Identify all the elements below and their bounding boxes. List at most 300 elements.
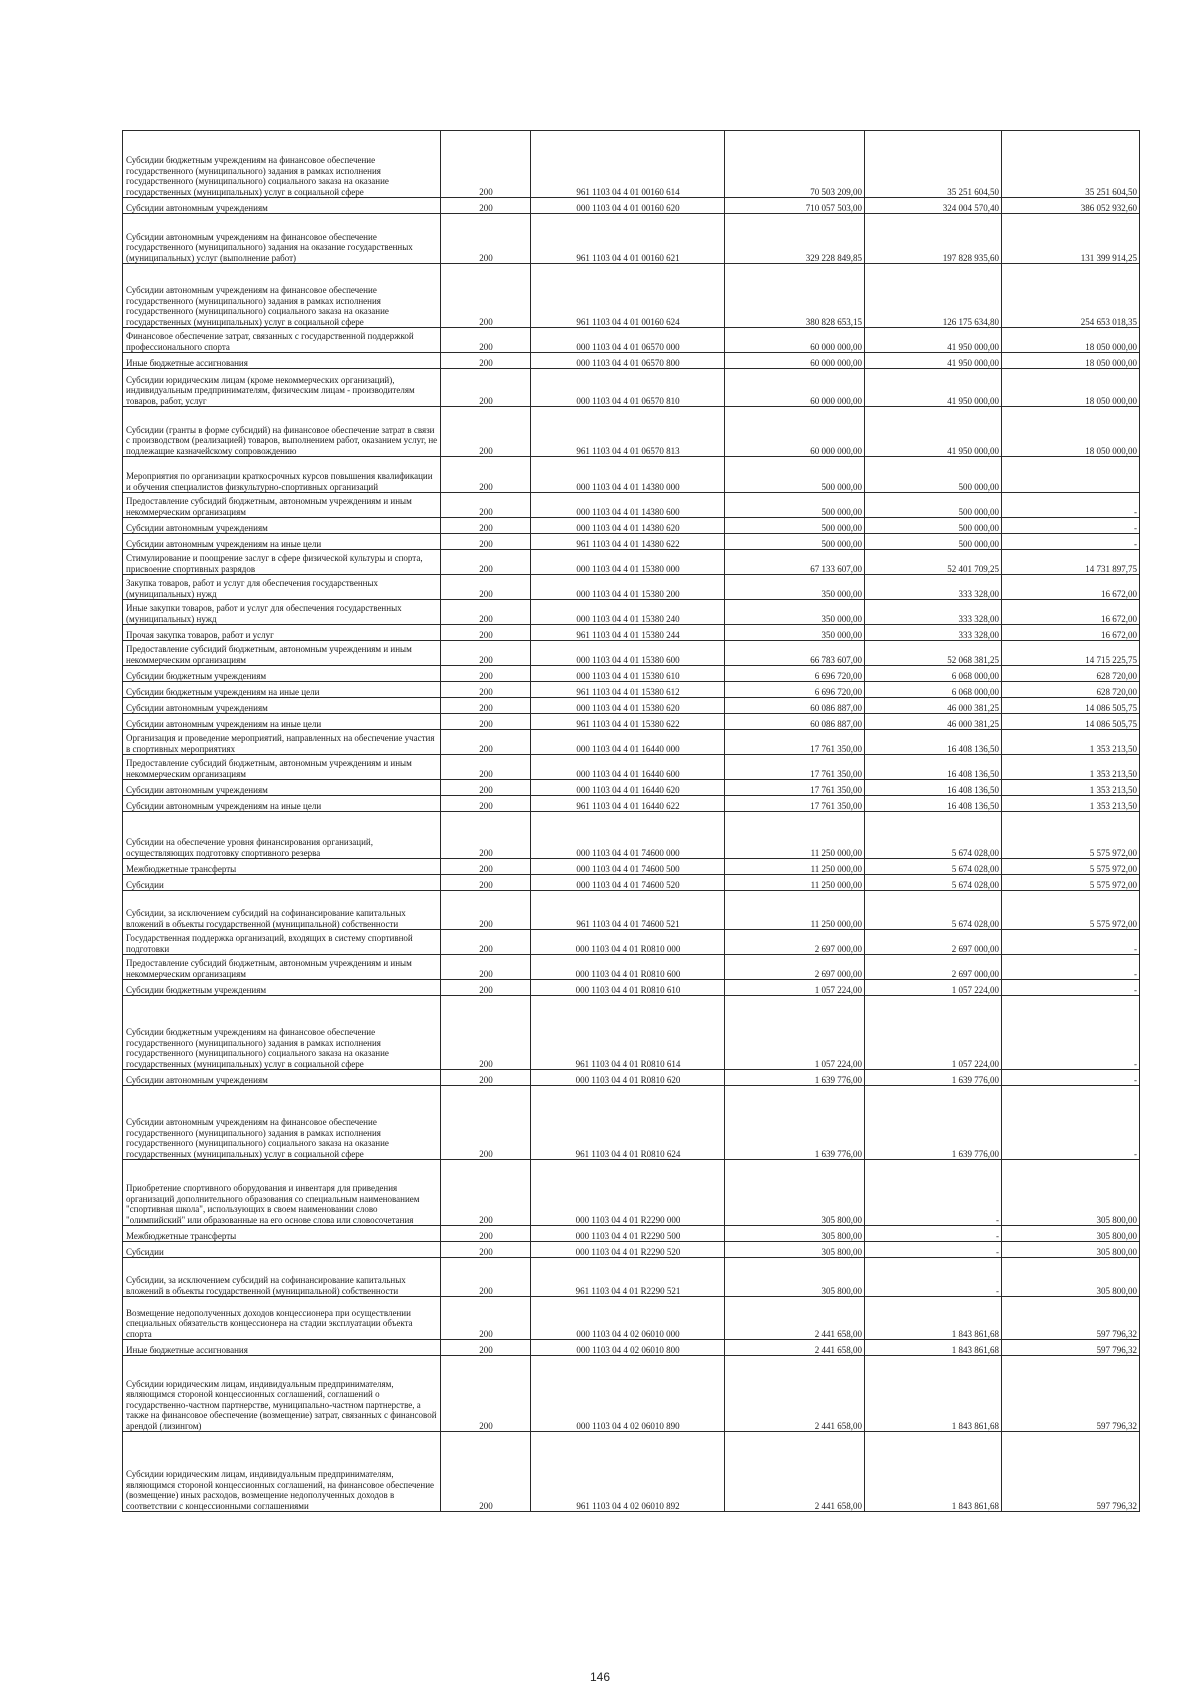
row-classification-code: 961 1103 04 4 01 00160 624 [531, 264, 725, 328]
row-executed-amount: 1 843 861,68 [865, 1297, 1002, 1340]
table-row [123, 955, 1140, 980]
row-executed-amount: 41 950 000,00 [865, 407, 1002, 457]
row-executed-amount: 16 408 136,50 [865, 780, 1002, 796]
row-approved-amount: 500 000,00 [725, 457, 865, 493]
table-row [123, 534, 1140, 550]
row-classification-code: 000 1103 04 4 01 R2290 520 [531, 1242, 725, 1258]
budget-execution-table [122, 130, 1140, 1512]
table-row [123, 1356, 1140, 1432]
row-executed-amount: 1 843 861,68 [865, 1432, 1002, 1512]
table-row [123, 1258, 1140, 1297]
row-description: Предоставление субсидий бюджетным, автономным учреждениям и иным некоммерческим организациям [123, 955, 441, 980]
row-description: Субсидии юридическим лицам (кроме некоммерческих организаций), индивидуальным предпринимателям, физическим лицам - производителям товаров, работ, услуг [123, 369, 441, 407]
table-row [123, 1432, 1140, 1512]
row-description: Субсидии бюджетным учреждениям на финансовое обеспечение государственного (муниципального) задания в рамках исполнения государственного (муниципального) социального заказа на оказание государственных (муниципальных) услуг в социальной сфере [123, 996, 441, 1070]
table-row [123, 264, 1140, 328]
row-unexecuted-amount: 5 575 972,00 [1002, 875, 1140, 891]
row-classification-code: 000 1103 04 4 01 15380 240 [531, 600, 725, 625]
row-unexecuted-amount: 5 575 972,00 [1002, 859, 1140, 875]
row-line-code: 200 [441, 859, 531, 875]
row-line-code: 200 [441, 1070, 531, 1086]
row-classification-code: 000 1103 04 4 01 R0810 600 [531, 955, 725, 980]
row-executed-amount: 333 328,00 [865, 600, 1002, 625]
row-classification-code: 000 1103 04 4 01 06570 800 [531, 353, 725, 369]
row-executed-amount: 1 639 776,00 [865, 1086, 1002, 1160]
row-unexecuted-amount [1002, 457, 1140, 493]
row-unexecuted-amount: 18 050 000,00 [1002, 353, 1140, 369]
table-row [123, 328, 1140, 353]
row-approved-amount: 2 697 000,00 [725, 955, 865, 980]
row-classification-code: 000 1103 04 4 01 R0810 610 [531, 980, 725, 996]
row-line-code: 200 [441, 575, 531, 600]
row-classification-code: 961 1103 04 4 01 15380 612 [531, 682, 725, 698]
row-approved-amount: 350 000,00 [725, 600, 865, 625]
row-classification-code: 961 1103 04 4 01 R2290 521 [531, 1258, 725, 1297]
row-unexecuted-amount: 5 575 972,00 [1002, 812, 1140, 859]
table-row [123, 930, 1140, 955]
table-row [123, 780, 1140, 796]
row-approved-amount: 710 057 503,00 [725, 198, 865, 214]
row-approved-amount: 17 761 350,00 [725, 730, 865, 755]
table-row [123, 641, 1140, 666]
row-executed-amount: - [865, 1258, 1002, 1297]
row-description: Субсидии автономным учреждениям на финансовое обеспечение государственного (муниципального) задания в рамках исполнения государственного (муниципального) социального заказа на оказание государственных (муниципальных) услуг в социальной сфере [123, 1086, 441, 1160]
row-approved-amount: 2 441 658,00 [725, 1356, 865, 1432]
row-approved-amount: 11 250 000,00 [725, 875, 865, 891]
row-unexecuted-amount: 18 050 000,00 [1002, 328, 1140, 353]
row-unexecuted-amount: 386 052 932,60 [1002, 198, 1140, 214]
table-row [123, 214, 1140, 264]
budget-table-sheet [122, 130, 1139, 1512]
row-line-code: 200 [441, 996, 531, 1070]
row-line-code: 200 [441, 682, 531, 698]
table-row [123, 698, 1140, 714]
row-approved-amount: 17 761 350,00 [725, 755, 865, 780]
row-description: Иные бюджетные ассигнования [123, 1340, 441, 1356]
table-row [123, 131, 1140, 198]
row-description: Межбюджетные трансферты [123, 859, 441, 875]
row-classification-code: 000 1103 04 4 01 15380 200 [531, 575, 725, 600]
row-line-code: 200 [441, 600, 531, 625]
row-executed-amount: 500 000,00 [865, 457, 1002, 493]
row-classification-code: 000 1103 04 4 01 14380 620 [531, 518, 725, 534]
table-row [123, 1242, 1140, 1258]
row-approved-amount: 305 800,00 [725, 1160, 865, 1226]
row-unexecuted-amount: 597 796,32 [1002, 1432, 1140, 1512]
row-description: Предоставление субсидий бюджетным, автономным учреждениям и иным некоммерческим организациям [123, 755, 441, 780]
row-description: Субсидии, за исключением субсидий на софинансирование капитальных вложений в объекты государственной (муниципальной) собственности [123, 891, 441, 930]
row-description: Возмещение недополученных доходов концессионера при осуществлении специальных обязательств концессионера на стадии эксплуатации объекта спорта [123, 1297, 441, 1340]
row-description: Субсидии автономным учреждениям [123, 698, 441, 714]
row-unexecuted-amount: 14 715 225,75 [1002, 641, 1140, 666]
row-executed-amount: 500 000,00 [865, 534, 1002, 550]
row-unexecuted-amount: 16 672,00 [1002, 625, 1140, 641]
row-approved-amount: 2 441 658,00 [725, 1297, 865, 1340]
row-executed-amount: 1 057 224,00 [865, 996, 1002, 1070]
row-executed-amount: 16 408 136,50 [865, 730, 1002, 755]
table-row [123, 714, 1140, 730]
row-classification-code: 000 1103 04 4 01 R0810 620 [531, 1070, 725, 1086]
row-executed-amount: 197 828 935,60 [865, 214, 1002, 264]
row-unexecuted-amount: 1 353 213,50 [1002, 780, 1140, 796]
row-description: Субсидии, за исключением субсидий на софинансирование капитальных вложений в объекты государственной (муниципальной) собственности [123, 1258, 441, 1297]
row-unexecuted-amount: - [1002, 1086, 1140, 1160]
row-unexecuted-amount: 305 800,00 [1002, 1226, 1140, 1242]
row-description: Субсидии на обеспечение уровня финансирования организаций, осуществляющих подготовку спортивного резерва [123, 812, 441, 859]
row-description: Иные бюджетные ассигнования [123, 353, 441, 369]
row-approved-amount: 60 000 000,00 [725, 353, 865, 369]
row-classification-code: 000 1103 04 4 01 74600 500 [531, 859, 725, 875]
row-approved-amount: 6 696 720,00 [725, 682, 865, 698]
row-classification-code: 000 1103 04 4 01 74600 000 [531, 812, 725, 859]
row-description: Предоставление субсидий бюджетным, автономным учреждениям и иным некоммерческим организациям [123, 641, 441, 666]
row-unexecuted-amount: 1 353 213,50 [1002, 755, 1140, 780]
table-row [123, 1226, 1140, 1242]
row-description: Субсидии [123, 1242, 441, 1258]
row-line-code: 200 [441, 796, 531, 812]
row-line-code: 200 [441, 641, 531, 666]
row-executed-amount: 5 674 028,00 [865, 891, 1002, 930]
row-classification-code: 961 1103 04 4 01 14380 622 [531, 534, 725, 550]
row-executed-amount: - [865, 1242, 1002, 1258]
row-description: Приобретение спортивного оборудования и инвентаря для приведения организаций дополнительного образования со специальным наименованием "спортивная школа", использующих в своем наименовании слово "олимпийский" или образованные на его основе слова или словосочетания [123, 1160, 441, 1226]
row-approved-amount: 500 000,00 [725, 518, 865, 534]
table-row [123, 796, 1140, 812]
row-classification-code: 000 1103 04 4 01 14380 000 [531, 457, 725, 493]
row-description: Мероприятия по организации краткосрочных курсов повышения квалификации и обучения специалистов физкультурно-спортивных организаций [123, 457, 441, 493]
row-executed-amount: - [865, 1226, 1002, 1242]
table-row [123, 1070, 1140, 1086]
row-approved-amount: 329 228 849,85 [725, 214, 865, 264]
table-row [123, 730, 1140, 755]
table-row [123, 755, 1140, 780]
row-executed-amount: 6 068 000,00 [865, 682, 1002, 698]
row-classification-code: 961 1103 04 4 01 R0810 624 [531, 1086, 725, 1160]
table-row [123, 353, 1140, 369]
row-description: Предоставление субсидий бюджетным, автономным учреждениям и иным некоммерческим организациям [123, 493, 441, 518]
row-description: Субсидии бюджетным учреждениям [123, 666, 441, 682]
row-executed-amount: 2 697 000,00 [865, 930, 1002, 955]
row-line-code: 200 [441, 534, 531, 550]
row-classification-code: 961 1103 04 4 02 06010 892 [531, 1432, 725, 1512]
row-executed-amount: 1 639 776,00 [865, 1070, 1002, 1086]
row-classification-code: 000 1103 04 4 01 16440 620 [531, 780, 725, 796]
row-line-code: 200 [441, 1356, 531, 1432]
row-approved-amount: 60 000 000,00 [725, 407, 865, 457]
row-description: Субсидии [123, 875, 441, 891]
row-unexecuted-amount: 305 800,00 [1002, 1242, 1140, 1258]
table-row [123, 457, 1140, 493]
row-approved-amount: 380 828 653,15 [725, 264, 865, 328]
row-unexecuted-amount: 1 353 213,50 [1002, 730, 1140, 755]
row-approved-amount: 1 057 224,00 [725, 980, 865, 996]
table-row [123, 812, 1140, 859]
row-line-code: 200 [441, 780, 531, 796]
row-approved-amount: 17 761 350,00 [725, 796, 865, 812]
row-classification-code: 000 1103 04 4 01 06570 810 [531, 369, 725, 407]
row-line-code: 200 [441, 369, 531, 407]
row-executed-amount: - [865, 1160, 1002, 1226]
row-approved-amount: 305 800,00 [725, 1258, 865, 1297]
row-executed-amount: 333 328,00 [865, 575, 1002, 600]
row-unexecuted-amount: - [1002, 493, 1140, 518]
row-line-code: 200 [441, 714, 531, 730]
row-line-code: 200 [441, 214, 531, 264]
table-row [123, 666, 1140, 682]
row-classification-code: 000 1103 04 4 01 16440 000 [531, 730, 725, 755]
row-approved-amount: 1 639 776,00 [725, 1070, 865, 1086]
table-body [123, 131, 1140, 1512]
table-row [123, 1086, 1140, 1160]
row-unexecuted-amount: - [1002, 996, 1140, 1070]
row-line-code: 200 [441, 755, 531, 780]
row-description: Стимулирование и поощрение заслуг в сфере физической культуры и спорта, присвоение спортивных разрядов [123, 550, 441, 575]
table-row [123, 1340, 1140, 1356]
row-classification-code: 000 1103 04 4 01 R2290 500 [531, 1226, 725, 1242]
row-classification-code: 961 1103 04 4 01 16440 622 [531, 796, 725, 812]
row-unexecuted-amount: - [1002, 980, 1140, 996]
row-classification-code: 000 1103 04 4 01 16440 600 [531, 755, 725, 780]
table-row [123, 875, 1140, 891]
table-row [123, 891, 1140, 930]
row-unexecuted-amount: 14 086 505,75 [1002, 698, 1140, 714]
row-unexecuted-amount: - [1002, 534, 1140, 550]
row-description: Субсидии автономным учреждениям [123, 518, 441, 534]
row-line-code: 200 [441, 1086, 531, 1160]
row-line-code: 200 [441, 625, 531, 641]
row-approved-amount: 11 250 000,00 [725, 891, 865, 930]
row-line-code: 200 [441, 1226, 531, 1242]
row-line-code: 200 [441, 980, 531, 996]
row-executed-amount: 500 000,00 [865, 518, 1002, 534]
row-line-code: 200 [441, 1160, 531, 1226]
row-line-code: 200 [441, 812, 531, 859]
row-classification-code: 000 1103 04 4 01 R0810 000 [531, 930, 725, 955]
row-description: Субсидии автономным учреждениям на финансовое обеспечение государственного (муниципального) задания в рамках исполнения государственного (муниципального) социального заказа на оказание государственных (муниципальных) услуг в социальной сфере [123, 264, 441, 328]
page-number: 146 [589, 1670, 611, 1684]
row-executed-amount: 6 068 000,00 [865, 666, 1002, 682]
row-unexecuted-amount: 14 086 505,75 [1002, 714, 1140, 730]
row-approved-amount: 66 783 607,00 [725, 641, 865, 666]
row-unexecuted-amount: 131 399 914,25 [1002, 214, 1140, 264]
row-approved-amount: 500 000,00 [725, 534, 865, 550]
row-description: Субсидии (гранты в форме субсидий) на финансовое обеспечение затрат в связи с производством (реализацией) товаров, выполнением работ, оказанием услуг, не подлежащие казначейскому сопровождению [123, 407, 441, 457]
row-approved-amount: 1 057 224,00 [725, 996, 865, 1070]
row-line-code: 200 [441, 328, 531, 353]
row-description: Субсидии автономным учреждениям на иные цели [123, 534, 441, 550]
row-description: Субсидии бюджетным учреждениям на финансовое обеспечение государственного (муниципального) задания в рамках исполнения государственного (муниципального) социального заказа на оказание государственных (муниципальных) услуг в социальной сфере [123, 131, 441, 198]
row-classification-code: 000 1103 04 4 01 15380 600 [531, 641, 725, 666]
table-row [123, 493, 1140, 518]
row-executed-amount: 1 843 861,68 [865, 1340, 1002, 1356]
table-row [123, 198, 1140, 214]
row-line-code: 200 [441, 730, 531, 755]
row-description: Субсидии бюджетным учреждениям на иные цели [123, 682, 441, 698]
row-executed-amount: 16 408 136,50 [865, 796, 1002, 812]
row-approved-amount: 350 000,00 [725, 625, 865, 641]
row-description: Субсидии автономным учреждениям [123, 780, 441, 796]
row-line-code: 200 [441, 407, 531, 457]
table-row [123, 369, 1140, 407]
row-approved-amount: 17 761 350,00 [725, 780, 865, 796]
row-line-code: 200 [441, 891, 531, 930]
row-description: Закупка товаров, работ и услуг для обеспечения государственных (муниципальных) нужд [123, 575, 441, 600]
row-approved-amount: 60 000 000,00 [725, 369, 865, 407]
row-unexecuted-amount: - [1002, 930, 1140, 955]
row-executed-amount: 2 697 000,00 [865, 955, 1002, 980]
row-classification-code: 000 1103 04 4 01 15380 620 [531, 698, 725, 714]
row-unexecuted-amount: - [1002, 518, 1140, 534]
row-description: Субсидии автономным учреждениям на иные цели [123, 714, 441, 730]
row-approved-amount: 6 696 720,00 [725, 666, 865, 682]
row-description: Субсидии автономным учреждениям [123, 198, 441, 214]
row-approved-amount: 2 441 658,00 [725, 1340, 865, 1356]
row-description: Финансовое обеспечение затрат, связанных с государственной поддержкой профессионального спорта [123, 328, 441, 353]
row-unexecuted-amount: 18 050 000,00 [1002, 407, 1140, 457]
row-line-code: 200 [441, 1242, 531, 1258]
row-approved-amount: 305 800,00 [725, 1242, 865, 1258]
row-executed-amount: 46 000 381,25 [865, 714, 1002, 730]
table-row [123, 518, 1140, 534]
row-approved-amount: 60 000 000,00 [725, 328, 865, 353]
row-unexecuted-amount: 254 653 018,35 [1002, 264, 1140, 328]
row-line-code: 200 [441, 1297, 531, 1340]
row-unexecuted-amount: 597 796,32 [1002, 1297, 1140, 1340]
row-line-code: 200 [441, 264, 531, 328]
row-executed-amount: 35 251 604,50 [865, 131, 1002, 198]
row-unexecuted-amount: 597 796,32 [1002, 1340, 1140, 1356]
row-approved-amount: 60 086 887,00 [725, 714, 865, 730]
table-row [123, 1160, 1140, 1226]
row-classification-code: 961 1103 04 4 01 00160 621 [531, 214, 725, 264]
row-classification-code: 961 1103 04 4 01 00160 614 [531, 131, 725, 198]
table-row [123, 600, 1140, 625]
table-row [123, 407, 1140, 457]
row-classification-code: 961 1103 04 4 01 74600 521 [531, 891, 725, 930]
row-line-code: 200 [441, 457, 531, 493]
row-description: Субсидии автономным учреждениям на иные цели [123, 796, 441, 812]
row-executed-amount: 41 950 000,00 [865, 353, 1002, 369]
row-classification-code: 961 1103 04 4 01 06570 813 [531, 407, 725, 457]
row-unexecuted-amount: 1 353 213,50 [1002, 796, 1140, 812]
row-line-code: 200 [441, 666, 531, 682]
row-line-code: 200 [441, 550, 531, 575]
row-line-code: 200 [441, 930, 531, 955]
row-unexecuted-amount: 5 575 972,00 [1002, 891, 1140, 930]
row-unexecuted-amount: 305 800,00 [1002, 1160, 1140, 1226]
row-approved-amount: 500 000,00 [725, 493, 865, 518]
row-executed-amount: 52 401 709,25 [865, 550, 1002, 575]
row-description: Субсидии юридическим лицам, индивидуальным предпринимателям, являющимся стороной концессионных соглашений, соглашений о государственно-частном партнерстве, муниципально-частном партнерстве, а также на финансовое обеспечение (возмещение) затрат, связанных с финансовой арендой (лизингом) [123, 1356, 441, 1432]
row-executed-amount: 1 057 224,00 [865, 980, 1002, 996]
row-unexecuted-amount: 628 720,00 [1002, 682, 1140, 698]
row-executed-amount: 5 674 028,00 [865, 812, 1002, 859]
row-approved-amount: 2 441 658,00 [725, 1432, 865, 1512]
row-unexecuted-amount: - [1002, 955, 1140, 980]
row-description: Субсидии юридическим лицам, индивидуальным предпринимателям, являющимся стороной концессионных соглашений, на финансовое обеспечение (возмещение) иных расходов, возмещение недополученных доходов в соответствии с концессионными соглашениями [123, 1432, 441, 1512]
row-classification-code: 000 1103 04 4 01 06570 000 [531, 328, 725, 353]
row-approved-amount: 11 250 000,00 [725, 812, 865, 859]
table-row [123, 625, 1140, 641]
row-approved-amount: 60 086 887,00 [725, 698, 865, 714]
row-classification-code: 000 1103 04 4 01 15380 000 [531, 550, 725, 575]
row-classification-code: 000 1103 04 4 02 06010 800 [531, 1340, 725, 1356]
row-line-code: 200 [441, 1258, 531, 1297]
table-row [123, 980, 1140, 996]
row-classification-code: 961 1103 04 4 01 15380 622 [531, 714, 725, 730]
table-row [123, 550, 1140, 575]
row-line-code: 200 [441, 1340, 531, 1356]
row-executed-amount: 41 950 000,00 [865, 328, 1002, 353]
row-classification-code: 961 1103 04 4 01 R0810 614 [531, 996, 725, 1070]
row-classification-code: 000 1103 04 4 01 R2290 000 [531, 1160, 725, 1226]
row-line-code: 200 [441, 198, 531, 214]
row-unexecuted-amount: 16 672,00 [1002, 575, 1140, 600]
row-line-code: 200 [441, 955, 531, 980]
row-description: Государственная поддержка организаций, входящих в систему спортивной подготовки [123, 930, 441, 955]
row-line-code: 200 [441, 1432, 531, 1512]
row-description: Прочая закупка товаров, работ и услуг [123, 625, 441, 641]
row-unexecuted-amount: 18 050 000,00 [1002, 369, 1140, 407]
table-row [123, 1297, 1140, 1340]
row-approved-amount: 350 000,00 [725, 575, 865, 600]
row-executed-amount: 500 000,00 [865, 493, 1002, 518]
row-executed-amount: 16 408 136,50 [865, 755, 1002, 780]
table-row [123, 859, 1140, 875]
row-unexecuted-amount: 35 251 604,50 [1002, 131, 1140, 198]
row-line-code: 200 [441, 518, 531, 534]
row-approved-amount: 305 800,00 [725, 1226, 865, 1242]
row-classification-code: 961 1103 04 4 01 15380 244 [531, 625, 725, 641]
row-description: Субсидии бюджетным учреждениям [123, 980, 441, 996]
row-executed-amount: 5 674 028,00 [865, 859, 1002, 875]
row-unexecuted-amount: 628 720,00 [1002, 666, 1140, 682]
row-description: Субсидии автономным учреждениям на финансовое обеспечение государственного (муниципального) задания на оказание государственных (муниципальных) услуг (выполнение работ) [123, 214, 441, 264]
row-line-code: 200 [441, 493, 531, 518]
row-executed-amount: 46 000 381,25 [865, 698, 1002, 714]
row-classification-code: 000 1103 04 4 02 06010 000 [531, 1297, 725, 1340]
row-line-code: 200 [441, 353, 531, 369]
row-classification-code: 000 1103 04 4 01 15380 610 [531, 666, 725, 682]
row-executed-amount: 126 175 634,80 [865, 264, 1002, 328]
table-row [123, 575, 1140, 600]
row-classification-code: 000 1103 04 4 02 06010 890 [531, 1356, 725, 1432]
row-approved-amount: 70 503 209,00 [725, 131, 865, 198]
row-description: Межбюджетные трансферты [123, 1226, 441, 1242]
row-description: Организация и проведение мероприятий, направленных на обеспечение участия в спортивных мероприятиях [123, 730, 441, 755]
table-row [123, 996, 1140, 1070]
row-description: Субсидии автономным учреждениям [123, 1070, 441, 1086]
row-approved-amount: 67 133 607,00 [725, 550, 865, 575]
row-classification-code: 000 1103 04 4 01 00160 620 [531, 198, 725, 214]
row-line-code: 200 [441, 875, 531, 891]
row-unexecuted-amount: 14 731 897,75 [1002, 550, 1140, 575]
row-classification-code: 000 1103 04 4 01 74600 520 [531, 875, 725, 891]
row-description: Иные закупки товаров, работ и услуг для обеспечения государственных (муниципальных) нужд [123, 600, 441, 625]
row-unexecuted-amount: 16 672,00 [1002, 600, 1140, 625]
row-unexecuted-amount: - [1002, 1070, 1140, 1086]
row-executed-amount: 333 328,00 [865, 625, 1002, 641]
table-row [123, 682, 1140, 698]
row-unexecuted-amount: 597 796,32 [1002, 1356, 1140, 1432]
row-executed-amount: 5 674 028,00 [865, 875, 1002, 891]
row-executed-amount: 52 068 381,25 [865, 641, 1002, 666]
row-unexecuted-amount: 305 800,00 [1002, 1258, 1140, 1297]
row-executed-amount: 1 843 861,68 [865, 1356, 1002, 1432]
row-executed-amount: 41 950 000,00 [865, 369, 1002, 407]
row-approved-amount: 11 250 000,00 [725, 859, 865, 875]
row-executed-amount: 324 004 570,40 [865, 198, 1002, 214]
